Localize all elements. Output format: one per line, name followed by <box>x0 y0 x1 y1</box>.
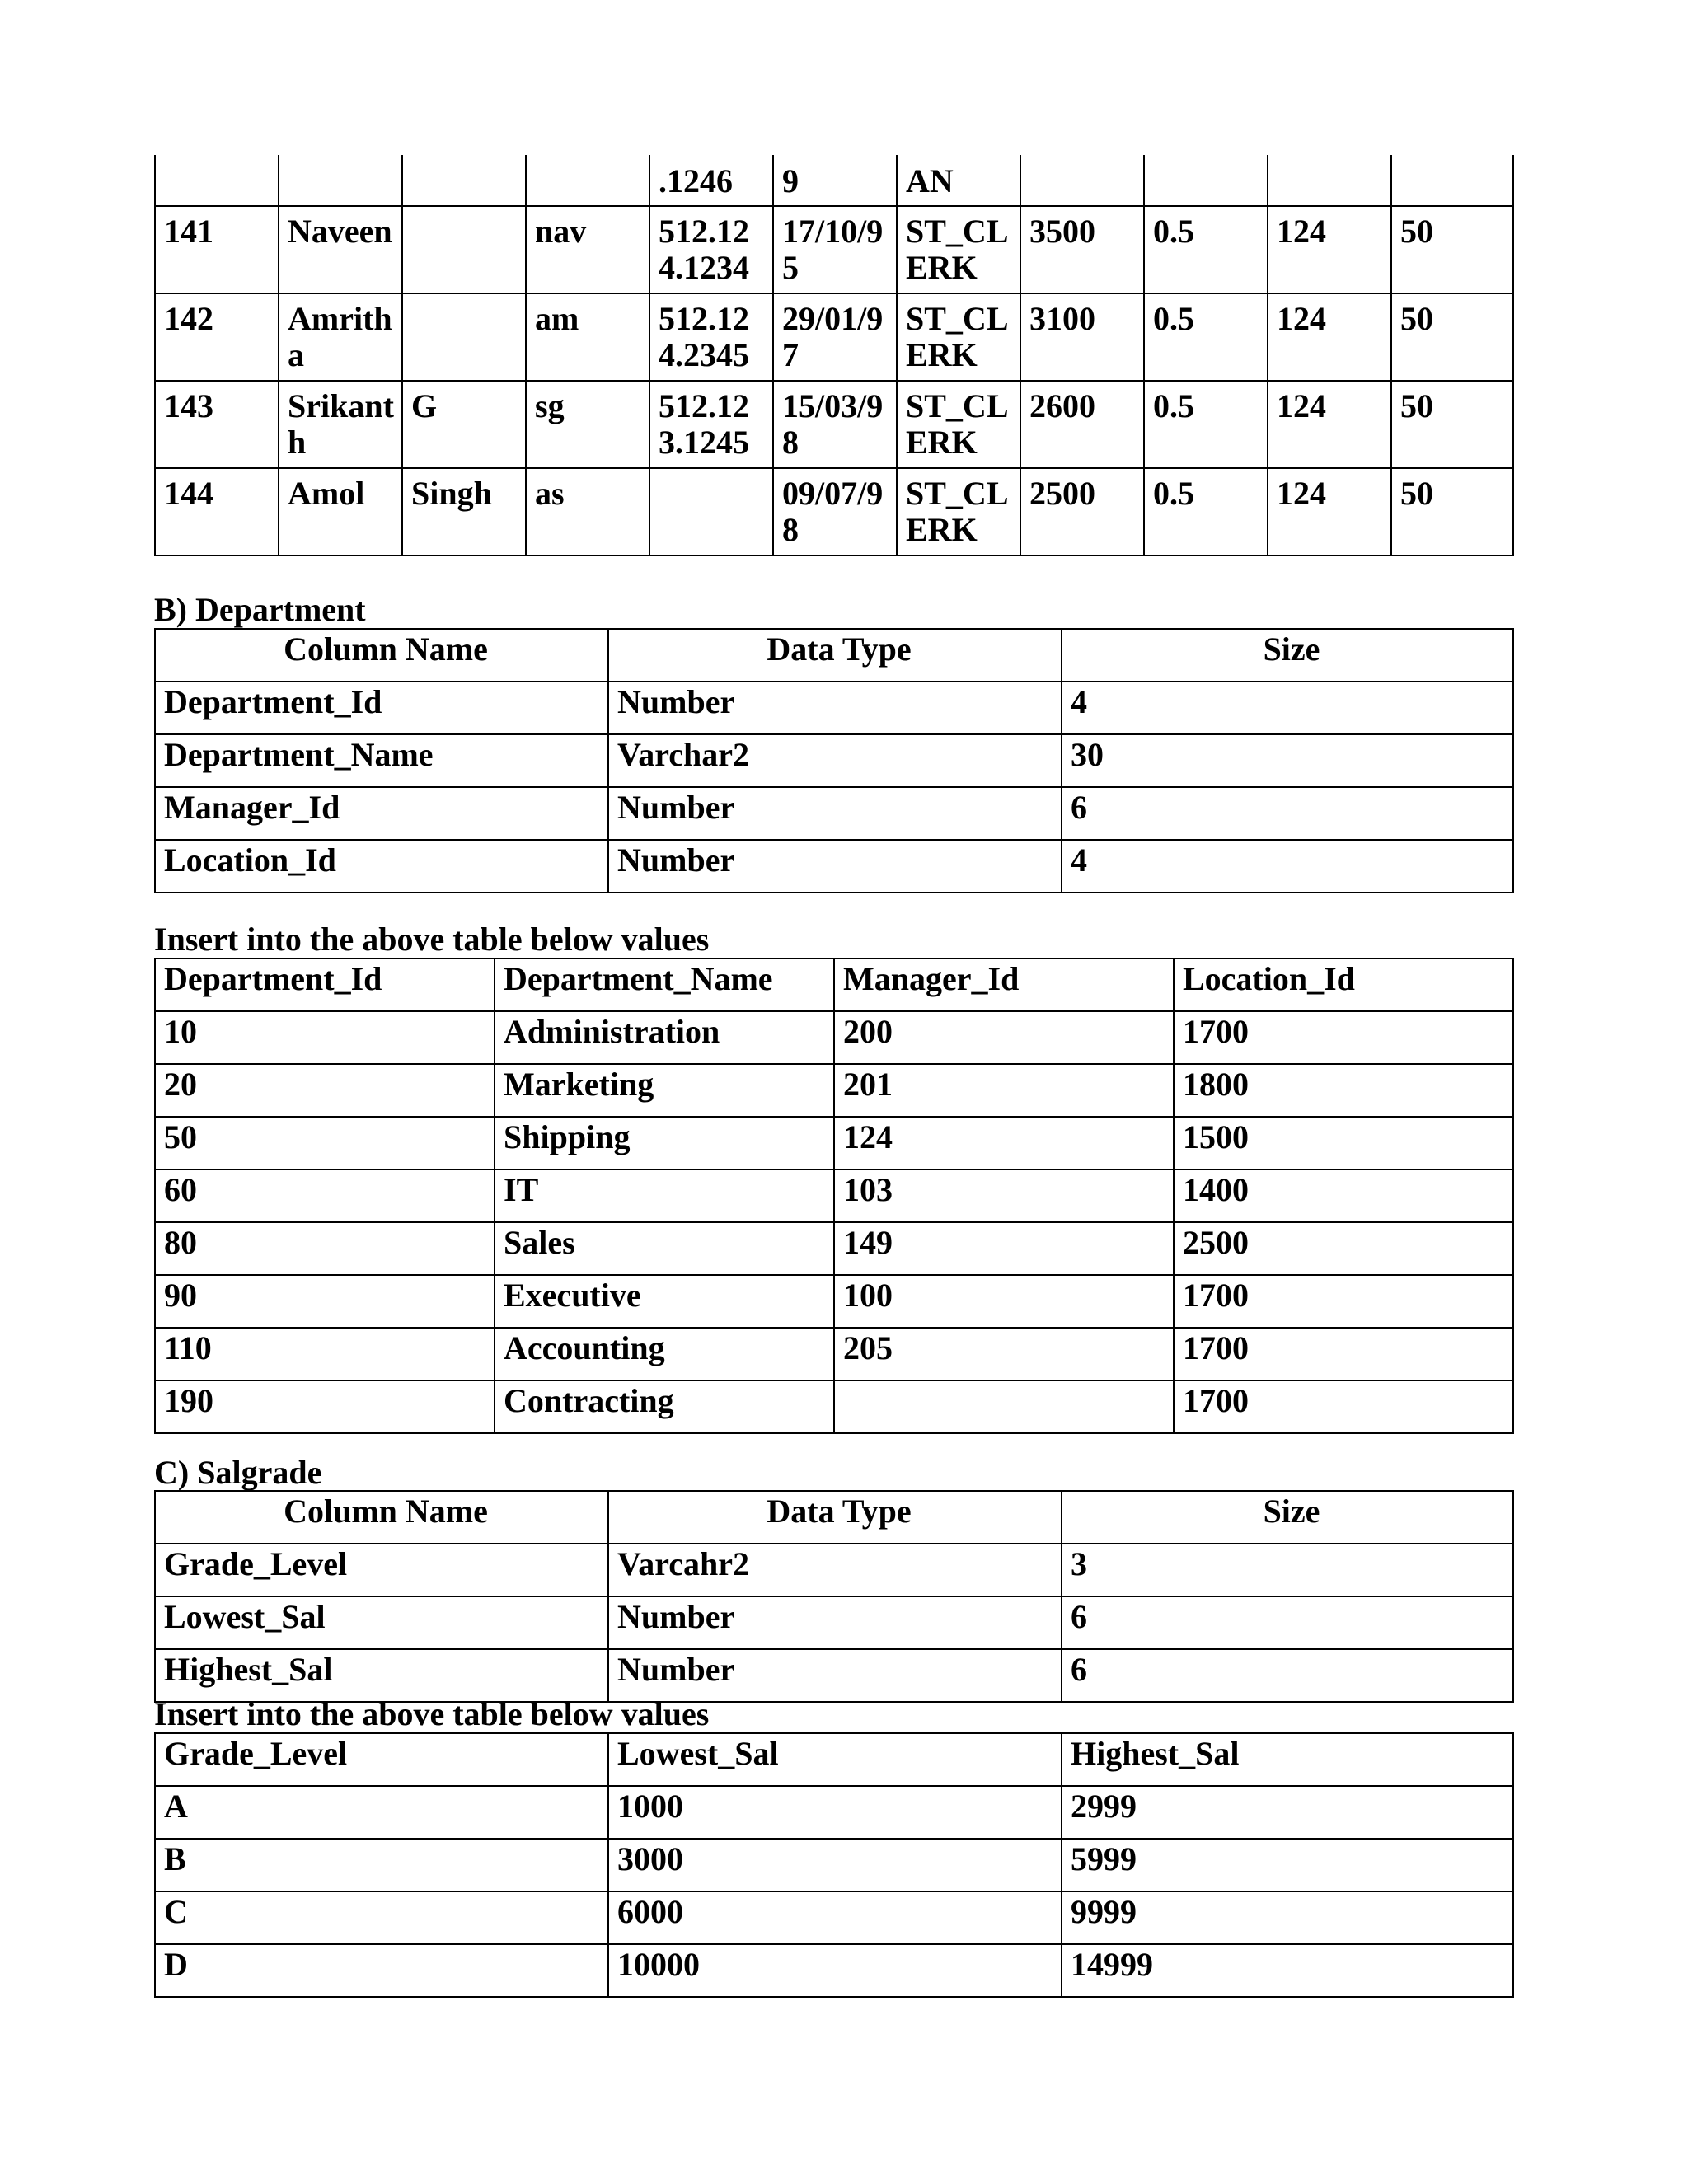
table-cell: Department_Id <box>155 682 608 734</box>
table-row <box>155 1011 1513 1064</box>
table-cell: 60 <box>155 1169 495 1222</box>
table-cell: 0.5 <box>1144 381 1268 468</box>
employee-values-table <box>154 155 1514 556</box>
table-cell: 3100 <box>1020 293 1144 381</box>
table-cell <box>279 155 402 206</box>
table-cell: Varchar2 <box>608 734 1062 787</box>
table-header-row <box>155 958 1513 1011</box>
table-cell: 3 <box>1062 1544 1513 1596</box>
table-cell: Manager_Id <box>155 787 608 840</box>
table-cell <box>526 155 649 206</box>
table-cell: Number <box>608 1596 1062 1649</box>
table-cell: 100 <box>834 1275 1174 1328</box>
table-cell: Singh <box>402 468 526 555</box>
header-cell: Location_Id <box>1174 958 1513 1011</box>
table-cell: Administration <box>495 1011 834 1064</box>
table-row <box>155 1944 1513 1997</box>
table-row <box>155 1839 1513 1891</box>
table-cell: 3500 <box>1020 206 1144 293</box>
table-cell: 124 <box>1268 293 1391 381</box>
table-row <box>155 787 1513 840</box>
header-cell: Department_Id <box>155 958 495 1011</box>
table-cell: 9999 <box>1062 1891 1513 1944</box>
department-schema-table <box>154 628 1514 893</box>
table-cell: 6000 <box>608 1891 1062 1944</box>
table-cell: Number <box>608 840 1062 893</box>
table-cell: Location_Id <box>155 840 608 893</box>
table-row <box>155 1380 1513 1433</box>
salgrade-heading: C) Salgrade <box>154 1454 322 1491</box>
table-cell: Amol <box>279 468 402 555</box>
table-cell: 205 <box>834 1328 1174 1380</box>
table-row <box>155 1275 1513 1328</box>
table-row <box>155 1169 1513 1222</box>
table-cell: AN <box>897 155 1020 206</box>
table-cell <box>1391 155 1513 206</box>
table-cell: 80 <box>155 1222 495 1275</box>
table-cell: Naveen <box>279 206 402 293</box>
header-cell: Department_Name <box>495 958 834 1011</box>
table-cell: A <box>155 1786 608 1839</box>
table-cell: 512.124.1234 <box>649 206 773 293</box>
table-row <box>155 1544 1513 1596</box>
table-cell: 30 <box>1062 734 1513 787</box>
table-cell <box>1020 155 1144 206</box>
table-cell: 50 <box>1391 381 1513 468</box>
table-cell: ST_CLERK <box>897 206 1020 293</box>
table-row <box>155 1649 1513 1702</box>
table-header-row <box>155 1733 1513 1786</box>
table-cell: 3000 <box>608 1839 1062 1891</box>
table-cell: Lowest_Sal <box>155 1596 608 1649</box>
table-header-row <box>155 1491 1513 1544</box>
table-row <box>155 840 1513 893</box>
table-cell: 17/10/95 <box>773 206 897 293</box>
table-row <box>155 381 1513 468</box>
table-cell: 512.124.2345 <box>649 293 773 381</box>
table-cell: 110 <box>155 1328 495 1380</box>
header-cell: Data Type <box>608 629 1062 682</box>
table-cell: 0.5 <box>1144 206 1268 293</box>
table-cell: Accounting <box>495 1328 834 1380</box>
table-cell: 50 <box>1391 293 1513 381</box>
table-cell: 143 <box>155 381 279 468</box>
table-cell: Marketing <box>495 1064 834 1117</box>
table-cell: nav <box>526 206 649 293</box>
table-cell: .1246 <box>649 155 773 206</box>
header-cell: Grade_Level <box>155 1733 608 1786</box>
header-cell: Highest_Sal <box>1062 1733 1513 1786</box>
header-cell: Size <box>1062 629 1513 682</box>
table-cell: 10000 <box>608 1944 1062 1997</box>
table-cell <box>1144 155 1268 206</box>
table-cell: 6 <box>1062 1649 1513 1702</box>
table-cell: B <box>155 1839 608 1891</box>
table-cell: 10 <box>155 1011 495 1064</box>
table-cell: Department_Name <box>155 734 608 787</box>
table-row <box>155 1222 1513 1275</box>
table-cell: 4 <box>1062 840 1513 893</box>
table-cell <box>834 1380 1174 1433</box>
table-cell: 141 <box>155 206 279 293</box>
table-cell: 201 <box>834 1064 1174 1117</box>
salgrade-values-table <box>154 1732 1514 1998</box>
table-cell: 1700 <box>1174 1380 1513 1433</box>
table-cell: Contracting <box>495 1380 834 1433</box>
table-row <box>155 468 1513 555</box>
table-cell: 2500 <box>1020 468 1144 555</box>
table-row <box>155 1786 1513 1839</box>
table-cell: 9 <box>773 155 897 206</box>
department-heading: B) Department <box>154 591 366 628</box>
table-cell: 190 <box>155 1380 495 1433</box>
header-cell: Column Name <box>155 1491 608 1544</box>
table-cell: D <box>155 1944 608 1997</box>
table-cell: 124 <box>1268 468 1391 555</box>
table-row <box>155 1328 1513 1380</box>
table-row <box>155 155 1513 206</box>
table-cell <box>649 468 773 555</box>
table-cell: Executive <box>495 1275 834 1328</box>
table-cell: 149 <box>834 1222 1174 1275</box>
table-cell: 6 <box>1062 1596 1513 1649</box>
table-cell: 1000 <box>608 1786 1062 1839</box>
table-cell: G <box>402 381 526 468</box>
table-cell: 29/01/97 <box>773 293 897 381</box>
table-cell: 1700 <box>1174 1011 1513 1064</box>
table-cell: 200 <box>834 1011 1174 1064</box>
table-cell: Srikanth <box>279 381 402 468</box>
table-cell <box>402 206 526 293</box>
table-cell: as <box>526 468 649 555</box>
table-cell: 124 <box>1268 381 1391 468</box>
table-cell: 144 <box>155 468 279 555</box>
salgrade-insert-caption: Insert into the above table below values <box>154 1695 710 1732</box>
table-cell: 103 <box>834 1169 1174 1222</box>
table-cell: 1400 <box>1174 1169 1513 1222</box>
table-cell: Shipping <box>495 1117 834 1169</box>
table-row <box>155 734 1513 787</box>
table-header-row <box>155 629 1513 682</box>
table-cell: 1700 <box>1174 1328 1513 1380</box>
header-cell: Lowest_Sal <box>608 1733 1062 1786</box>
table-cell: 15/03/98 <box>773 381 897 468</box>
department-insert-caption: Insert into the above table below values <box>154 921 710 958</box>
table-cell: 124 <box>1268 206 1391 293</box>
table-cell: 50 <box>155 1117 495 1169</box>
table-cell: Number <box>608 787 1062 840</box>
table-cell: 2500 <box>1174 1222 1513 1275</box>
salgrade-schema-table <box>154 1490 1514 1703</box>
table-cell: 1500 <box>1174 1117 1513 1169</box>
table-cell: 0.5 <box>1144 293 1268 381</box>
table-cell: 4 <box>1062 682 1513 734</box>
table-cell: Amritha <box>279 293 402 381</box>
table-cell: Grade_Level <box>155 1544 608 1596</box>
table-cell <box>1268 155 1391 206</box>
table-cell: ST_CLERK <box>897 293 1020 381</box>
table-cell <box>155 155 279 206</box>
table-cell: 2999 <box>1062 1786 1513 1839</box>
header-cell: Column Name <box>155 629 608 682</box>
table-cell: 142 <box>155 293 279 381</box>
table-row <box>155 1064 1513 1117</box>
table-cell <box>402 155 526 206</box>
table-row <box>155 206 1513 293</box>
department-values-table <box>154 958 1514 1434</box>
table-cell: Number <box>608 1649 1062 1702</box>
table-cell: 90 <box>155 1275 495 1328</box>
table-cell: 1800 <box>1174 1064 1513 1117</box>
header-cell: Manager_Id <box>834 958 1174 1011</box>
table-row <box>155 1596 1513 1649</box>
table-cell: 512.123.1245 <box>649 381 773 468</box>
table-cell: Varcahr2 <box>608 1544 1062 1596</box>
table-cell: 50 <box>1391 468 1513 555</box>
table-row <box>155 1117 1513 1169</box>
table-row <box>155 1891 1513 1944</box>
table-cell: 20 <box>155 1064 495 1117</box>
table-cell: ST_CLERK <box>897 468 1020 555</box>
table-cell: Sales <box>495 1222 834 1275</box>
table-cell: Number <box>608 682 1062 734</box>
table-cell: sg <box>526 381 649 468</box>
table-cell: am <box>526 293 649 381</box>
header-cell: Size <box>1062 1491 1513 1544</box>
table-row <box>155 293 1513 381</box>
table-cell: 50 <box>1391 206 1513 293</box>
table-cell <box>402 293 526 381</box>
table-cell: 0.5 <box>1144 468 1268 555</box>
table-cell: 5999 <box>1062 1839 1513 1891</box>
table-cell: Highest_Sal <box>155 1649 608 1702</box>
table-cell: 6 <box>1062 787 1513 840</box>
table-cell: 124 <box>834 1117 1174 1169</box>
table-cell: C <box>155 1891 608 1944</box>
table-cell: ST_CLERK <box>897 381 1020 468</box>
table-cell: 2600 <box>1020 381 1144 468</box>
table-cell: IT <box>495 1169 834 1222</box>
table-cell: 14999 <box>1062 1944 1513 1997</box>
table-row <box>155 682 1513 734</box>
table-cell: 09/07/98 <box>773 468 897 555</box>
header-cell: Data Type <box>608 1491 1062 1544</box>
table-cell: 1700 <box>1174 1275 1513 1328</box>
